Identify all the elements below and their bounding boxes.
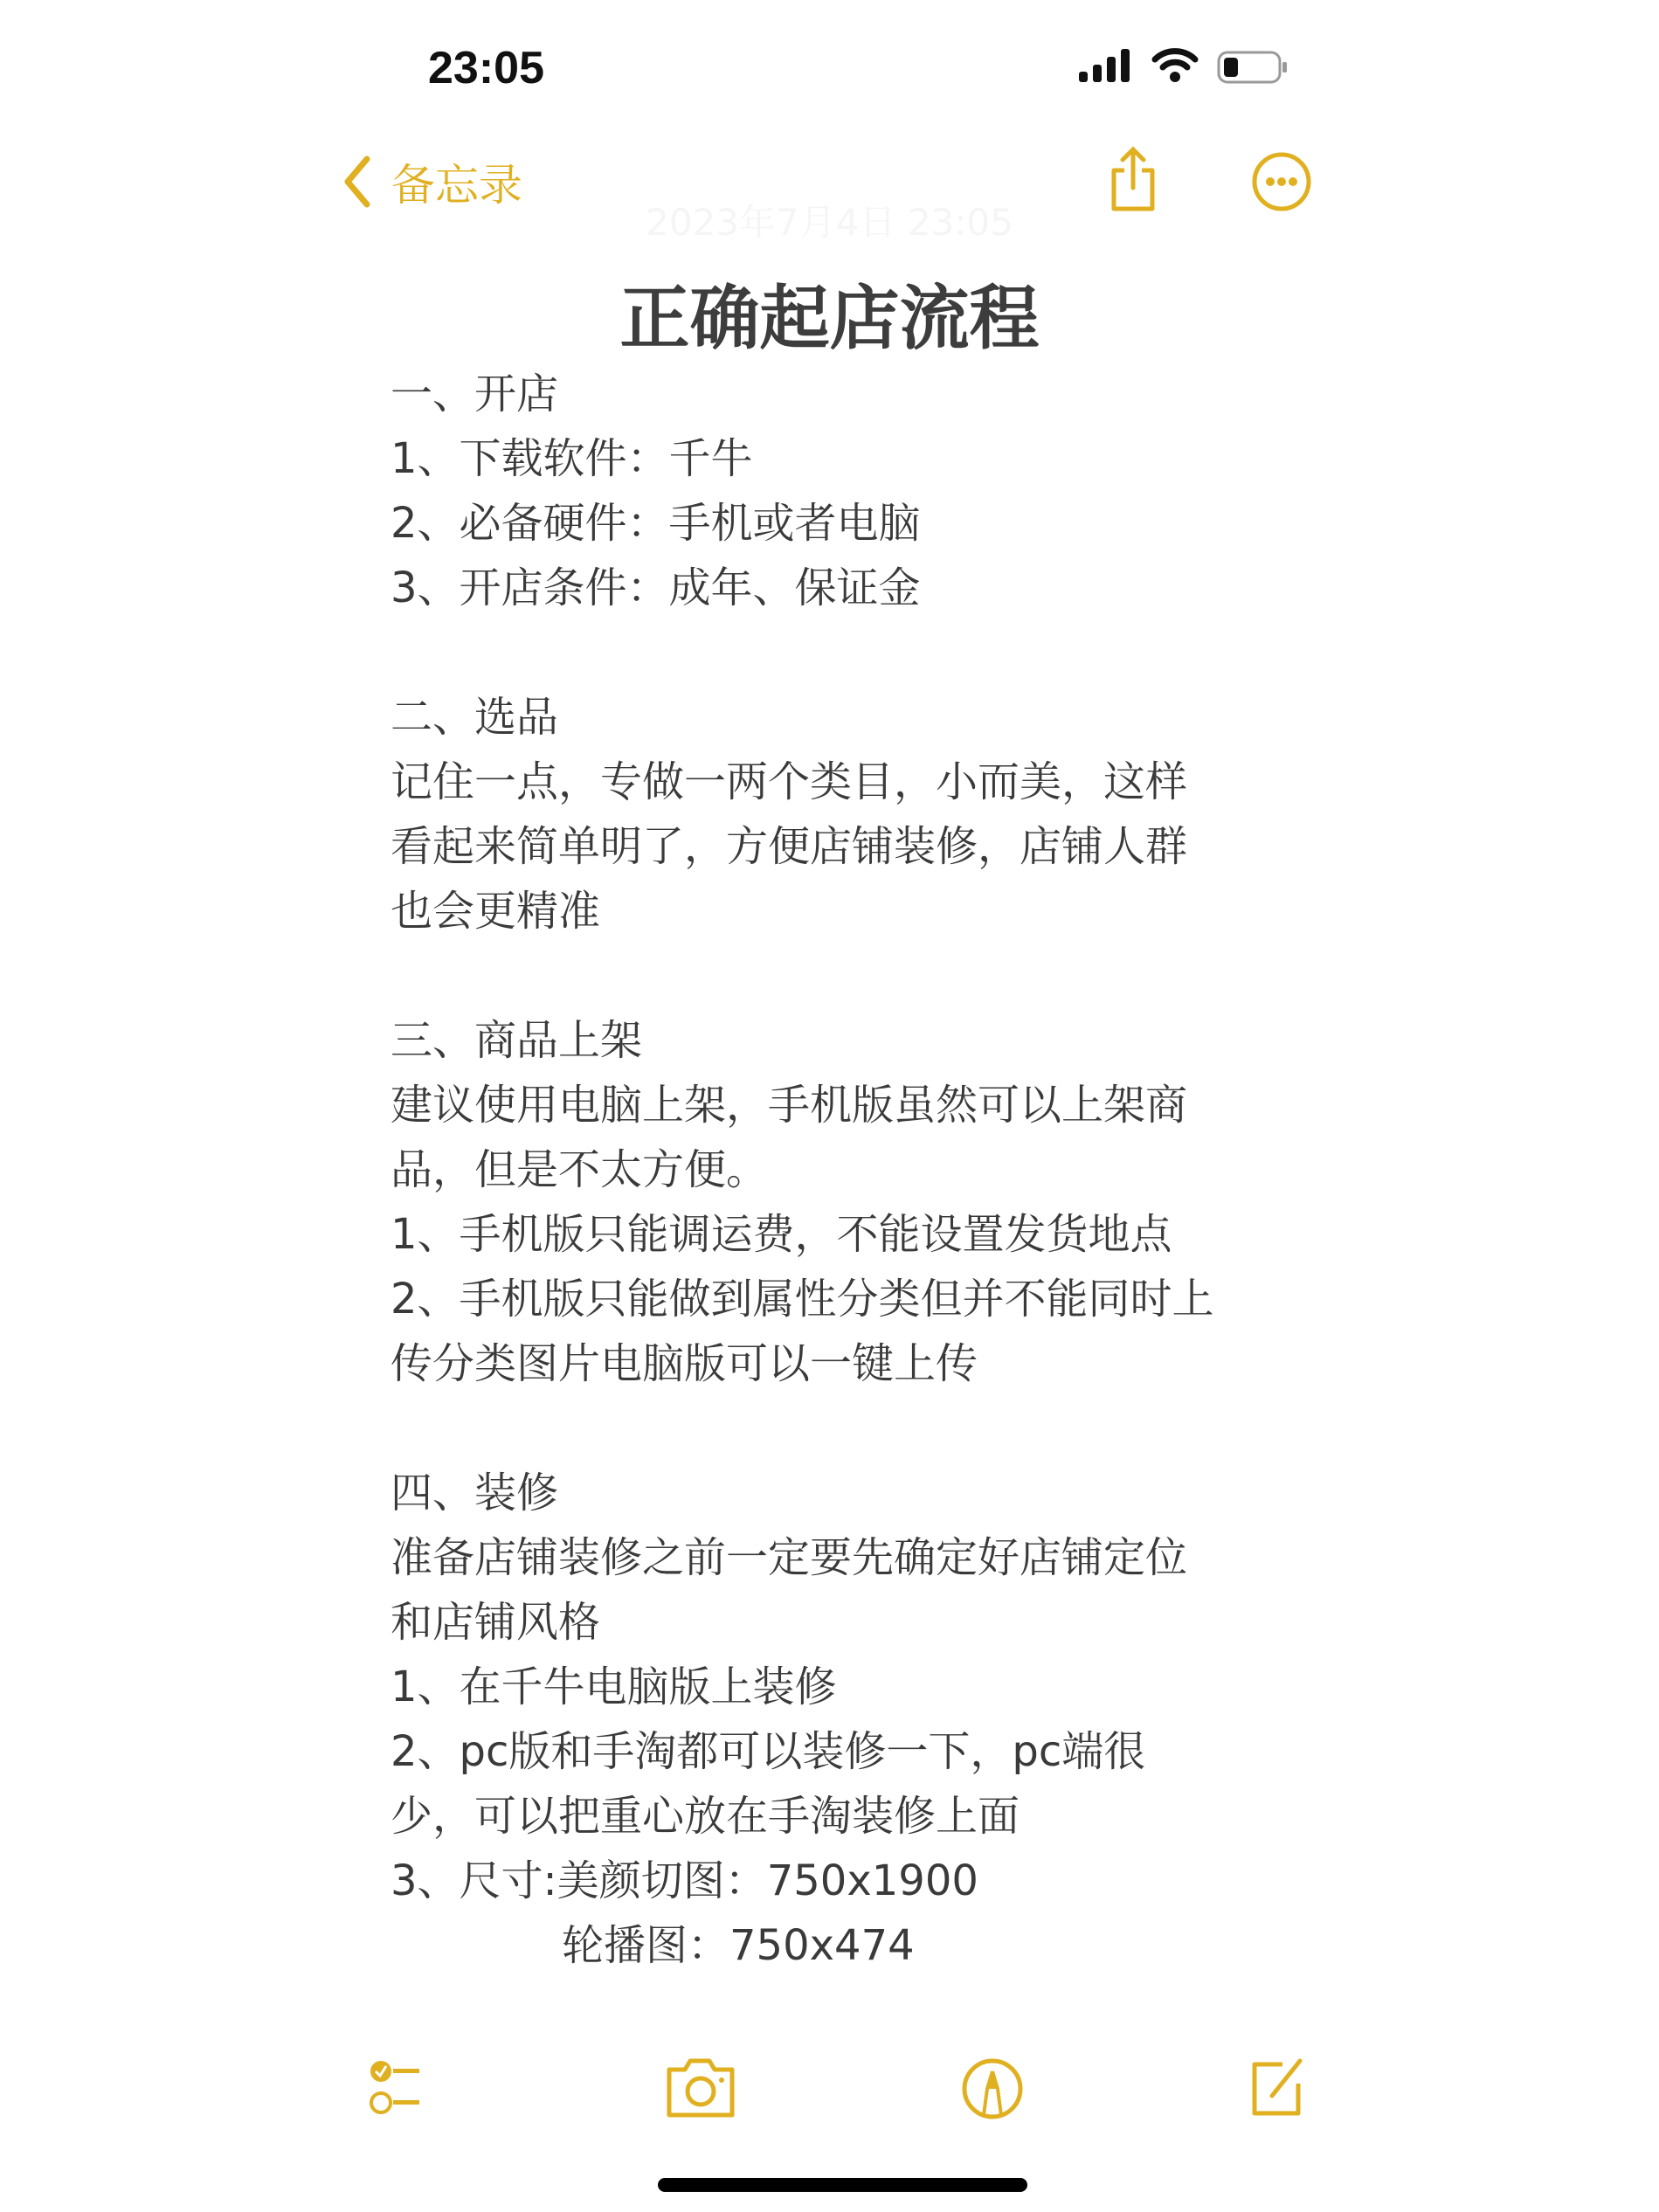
status-time: 23:05 (428, 43, 544, 93)
note-line: 3、尺寸:美颜切图：750x1900 (391, 1856, 978, 1905)
note-line: 准备店铺装修之前一定要先确定好店铺定位 (391, 1533, 1188, 1582)
note-line-blank (391, 1396, 1214, 1461)
note-line: 1、在千牛电脑版上装修 (391, 1662, 837, 1711)
compose-button[interactable] (1248, 2057, 1310, 2124)
note-line: 看起来简单明了，方便店铺装修，店铺人群 (391, 822, 1188, 871)
note-line-blank (391, 620, 1214, 685)
note-line: 记住一点，专做一两个类目，小而美，这样 (391, 757, 1188, 806)
pen-tip-icon (961, 2057, 1024, 2120)
note-line: 2、pc版和手淘都可以装修一下，pc端很 (391, 1727, 1146, 1776)
note-line: 3、开店条件：成年、保证金 (391, 563, 921, 612)
battery-icon (1217, 51, 1289, 89)
note-line: 四、装修 (391, 1469, 559, 1517)
cellular-signal-icon (1079, 49, 1133, 87)
camera-button[interactable] (664, 2057, 737, 2124)
note-line: 2、手机版只能做到属性分类但并不能同时上 (391, 1275, 1214, 1324)
note-line: 1、手机版只能调运费，不能设置发货地点 (391, 1210, 1172, 1259)
note-date: 2023年7月4日 23:05 (646, 201, 1013, 244)
back-label: 备忘录 (391, 160, 522, 211)
wifi-icon (1151, 45, 1199, 87)
camera-icon (664, 2057, 737, 2120)
home-indicator[interactable] (658, 2178, 1027, 2192)
note-line: 轮播图：750x474 (562, 1921, 915, 1970)
note-line-blank (391, 944, 1214, 1008)
note-line: 少，可以把重心放在手淘装修上面 (391, 1792, 1020, 1841)
note-line: 二、选品 (391, 693, 559, 742)
note-line: 三、商品上架 (391, 1016, 643, 1065)
compose-icon (1248, 2057, 1310, 2120)
note-line: 1、下载软件：千牛 (391, 434, 753, 483)
note-line: 和店铺风格 (391, 1598, 601, 1647)
note-line: 品，但是不太方便。 (391, 1145, 769, 1194)
note-line: 传分类图片电脑版可以一键上传 (391, 1339, 978, 1388)
checklist-button[interactable] (367, 2057, 437, 2131)
checklist-icon (367, 2057, 437, 2127)
note-title[interactable]: 正确起店流程 (619, 278, 1040, 359)
note-line: 也会更精准 (391, 887, 601, 936)
note-body[interactable] (391, 362, 1214, 1978)
note-line: 建议使用电脑上架，手机版虽然可以上架商 (391, 1081, 1188, 1130)
note-line: 2、必备硬件：手机或者电脑 (391, 499, 921, 548)
note-line: 一、开店 (391, 370, 559, 418)
markup-button[interactable] (961, 2057, 1024, 2124)
